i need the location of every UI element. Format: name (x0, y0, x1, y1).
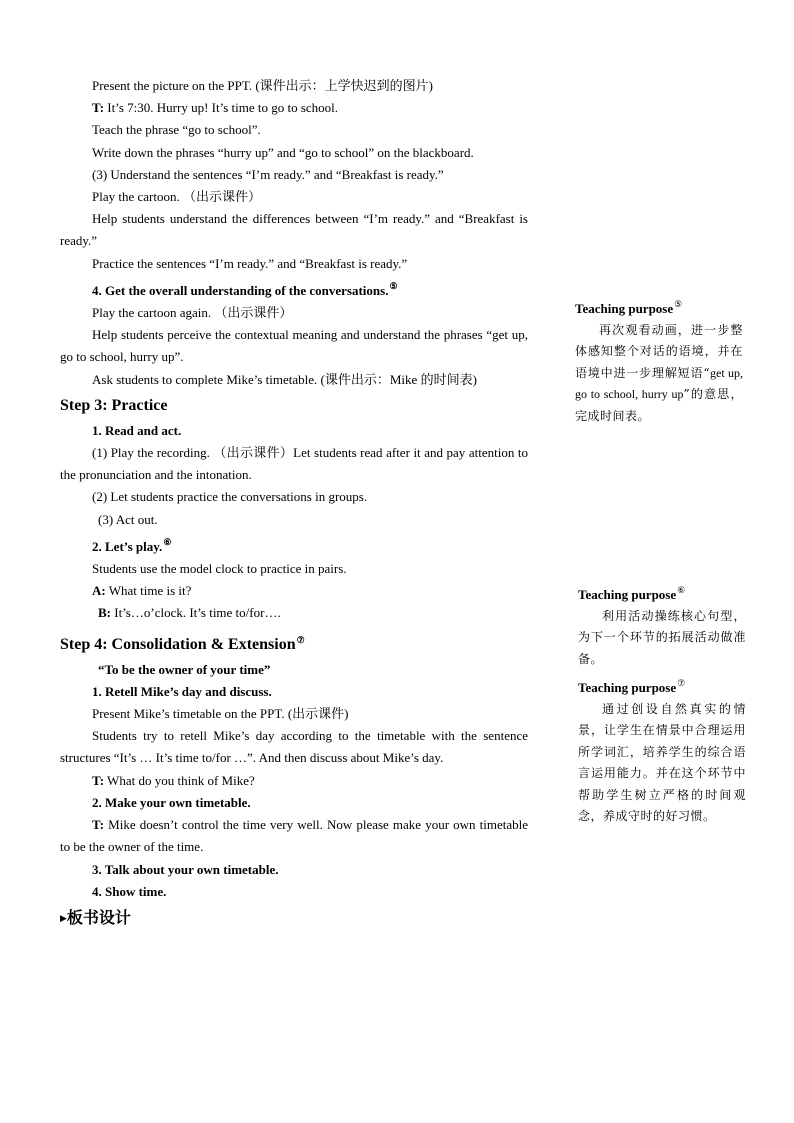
footnote-mark: ⑦ (296, 634, 305, 645)
dialogue-line (60, 602, 528, 624)
speaker-label: T: (92, 772, 105, 788)
speaker-label: A: (92, 583, 106, 599)
step-heading: Step 3: Practice (60, 396, 168, 414)
footnote-mark: ⑤ (389, 280, 398, 291)
paragraph: Practice the sentences “I’m ready.” and “Breakfast is ready.” (92, 255, 408, 271)
theme-title: “To be the owner of your time” (98, 661, 271, 677)
section-heading: 1. Retell Mike’s day and discuss. (92, 683, 272, 699)
section-heading-text: 2. Let’s play. (92, 538, 163, 554)
section-heading: 3. Talk about your own timetable. (92, 861, 279, 877)
dialogue-line (60, 770, 528, 792)
board-design-heading (60, 905, 528, 932)
teaching-purpose-title (578, 580, 746, 606)
paragraph: Present the picture on the PPT. (课件出示：上学快迟到的图片) (92, 78, 433, 93)
paragraph: (1) Play the recording. （出示课件）Let students read after it and pay attention to the pronunciation and the intonation. (60, 445, 528, 483)
paragraph: Help students perceive the contextual meaning and understand the phrases “get up, go to school, hurry up”. (60, 327, 528, 365)
step-heading-text: Step 4: Consolidation & Extension (60, 635, 296, 653)
board-design-title: 板书设计 (66, 909, 131, 927)
teaching-purpose-title-text: Teaching purpose (578, 587, 677, 602)
teaching-purpose-body (575, 320, 743, 428)
paragraph: (3) Understand the sentences “I’m ready.” and “Breakfast is ready.” (92, 166, 444, 182)
paragraph: Teach the phrase “go to school”. (92, 122, 261, 138)
paragraph: Write down the phrases “hurry up” and “go to school” on the blackboard. (92, 144, 474, 160)
dialogue-text: Mike doesn’t control the time very well. Now please make your own timetable to be the owner of the time. (60, 817, 528, 855)
section-heading (60, 275, 528, 302)
footnote-mark: ⑤ (674, 299, 683, 309)
dialogue-text: It’s…o’clock. It’s time to/for…. (111, 605, 281, 621)
teaching-purpose-body: 利用活动操练核心句型，为下一个环节的拓展活动做准备。 (578, 608, 746, 666)
section-heading: 2. Make your own timetable. (92, 794, 251, 810)
teaching-purpose-title-text: Teaching purpose (575, 301, 674, 316)
paragraph: (2) Let students practice the conversations in groups. (92, 489, 368, 505)
teaching-purpose-body: 通过创设自然真实的情景，让学生在情景中合理运用所学词汇，培养学生的综合语言运用能力。并在这个环节中帮助学生树立严格的时间观念，养成守时的好习惯。 (578, 701, 746, 823)
lesson-plan-main (60, 75, 528, 932)
section-heading: 4. Show time. (92, 883, 167, 899)
paragraph: Students try to retell Mike’s day according to the timetable with the sentence structures “It’s … It’s time to/for …”. And then discuss about Mike’s day. (60, 728, 528, 766)
paragraph: Play the cartoon. （出示课件） (92, 189, 261, 205)
section-heading-text: 4. Get the overall understanding of the conversations. (92, 282, 389, 298)
speaker-label: T: (92, 100, 105, 116)
paragraph: (3) Act out. (98, 511, 158, 527)
teaching-purpose-title-text: Teaching purpose (578, 680, 677, 695)
dialogue-line (60, 580, 528, 602)
dialogue-line (60, 814, 528, 858)
dialogue-text: It’s 7:30. Hurry up! It’s time to go to school. (104, 100, 339, 116)
body-text: 再次观看动画，进一步整体感知整个对话的语境，并在语境中进一步理解短语“ (575, 322, 743, 380)
dialogue-line (60, 97, 528, 119)
speaker-label: B: (98, 605, 111, 621)
footnote-mark: ⑦ (677, 678, 686, 688)
footnote-mark: ⑥ (163, 536, 172, 547)
paragraph: Present Mike’s timetable on the PPT. (出示课件) (92, 706, 349, 722)
teaching-purpose-6 (578, 580, 746, 670)
body-text: ”的意思，完成时间表。 (575, 387, 744, 423)
teaching-purpose-7 (578, 673, 746, 828)
body-text-english: get up, go to school, hurry up (575, 365, 743, 401)
teaching-purpose-title (578, 673, 746, 699)
speaker-label: T: (92, 817, 105, 833)
teaching-purpose-title (575, 294, 743, 320)
section-heading: 1. Read and act. (92, 422, 182, 438)
paragraph: Help students understand the differences between “I’m ready.” and “Breakfast is ready.” (60, 211, 528, 249)
paragraph: Play the cartoon again. （出示课件） (92, 305, 293, 321)
paragraph: Students use the model clock to practice in pairs. (92, 561, 347, 577)
step-heading (60, 627, 528, 658)
footnote-mark: ⑥ (677, 585, 686, 595)
teaching-purpose-5 (575, 294, 743, 427)
paragraph: Ask students to complete Mike’s timetable. (课件出示：Mike 的时间表) (92, 371, 477, 387)
dialogue-text: What time is it? (105, 583, 192, 599)
section-heading (60, 531, 528, 558)
dialogue-text: What do you think of Mike? (104, 772, 255, 788)
triangle-bullet-icon: ▶ (60, 912, 67, 923)
